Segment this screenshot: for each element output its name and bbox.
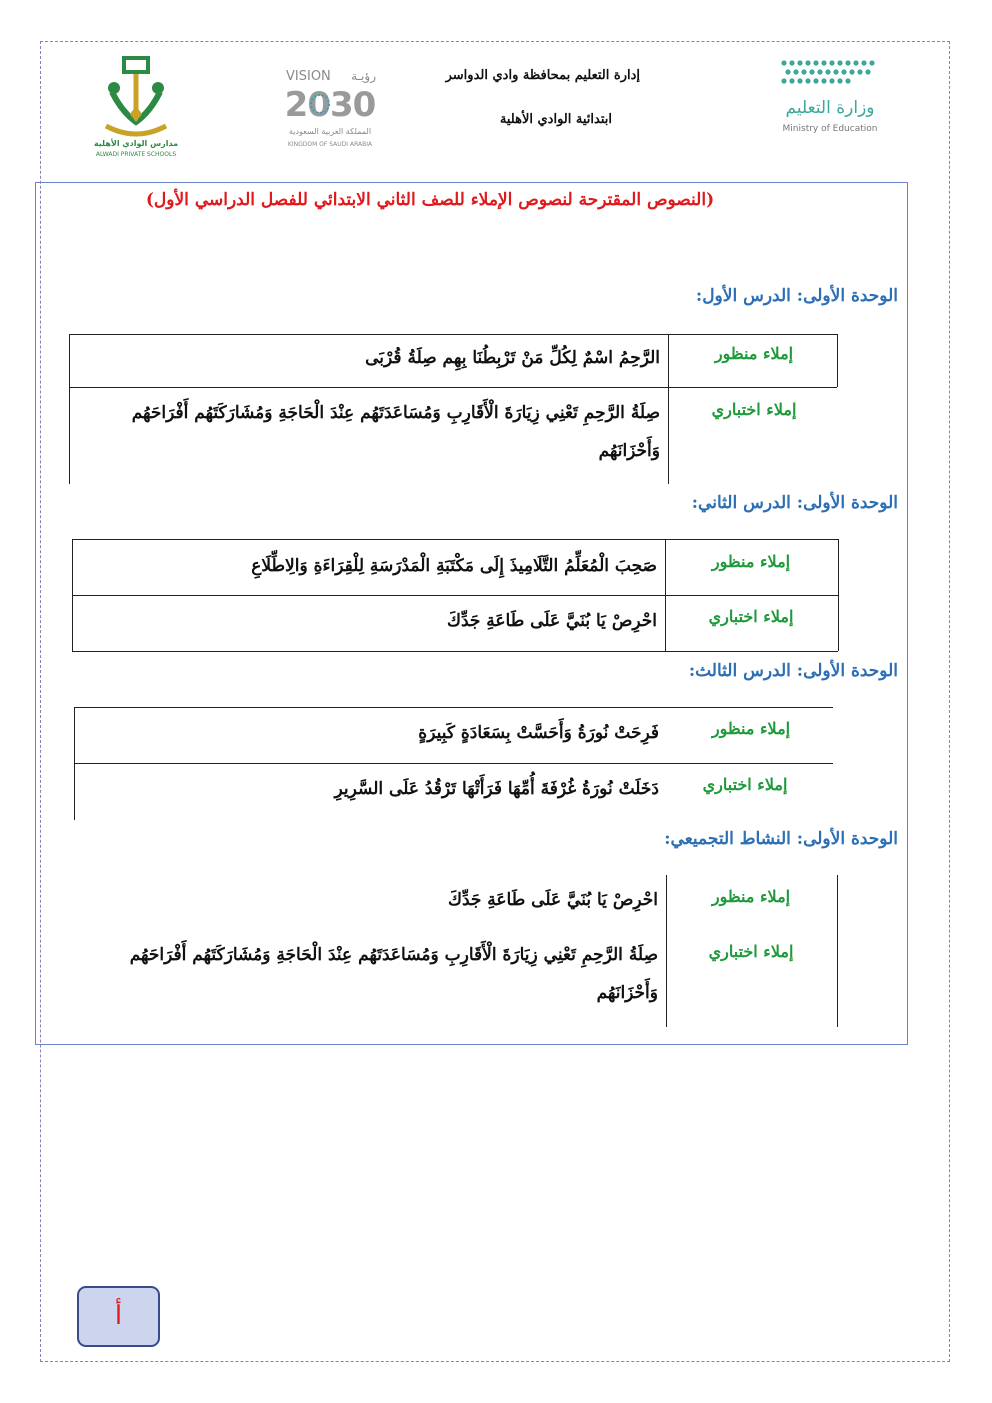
svg-text:وزارة التعليم: وزارة التعليم bbox=[785, 98, 875, 118]
row-label: إملاء منظور bbox=[711, 552, 791, 571]
ministry-logo bbox=[722, 55, 887, 140]
dictation-text: دَخَلَتْ نُورَةُ غُرْفَةَ أُمِّهَا فَرَأَتْهَا تَرْقُدُ عَلَى السَّرِيرِ bbox=[334, 779, 659, 799]
dictation-text: صِلَةُ الرَّحِمِ تَعْنِي زِيَارَةَ الْأَقَارِبِ وَمُسَاعَدَتَهُم عِنْدَ الْحَاجَةِ وَمُشَارَكَتَهُم أَفْرَاحَهُم وَأَحْزَانَهُم bbox=[129, 945, 658, 1003]
row-label: إملاء اختباري bbox=[708, 607, 794, 626]
svg-text:رؤيـة: رؤيـة bbox=[351, 69, 376, 83]
school-name: ابتدائية الوادي الأهلية bbox=[499, 112, 612, 127]
row-label: إملاء منظور bbox=[711, 719, 791, 738]
dictation-text: صَحِبَ الْمُعَلِّمُ التَّلَامِيذَ إِلَى مَكْتَبَةِ الْمَدْرَسَةِ لِلْقِرَاءَةِ وَالِاطِّلَاعِ bbox=[251, 556, 657, 576]
svg-text:Ministry of Education: Ministry of Education bbox=[782, 124, 878, 134]
dictation-text: احْرِصْ يَا بُنَيَّ عَلَى طَاعَةِ جَدِّكَ bbox=[447, 890, 658, 910]
section-heading-lesson-3: الوحدة الأولى: الدرس الثالث: bbox=[688, 661, 898, 681]
page-number-badge: أ bbox=[77, 1286, 160, 1347]
row-label: إملاء اختباري bbox=[702, 775, 788, 794]
dictation-text: فَرِحَتْ نُورَةُ وَأَحَسَّتْ بِسَعَادَةٍ كَبِيرَةٍ bbox=[418, 723, 659, 743]
section-heading-lesson-2: الوحدة الأولى: الدرس الثاني: bbox=[691, 493, 898, 513]
vision-2030-logo bbox=[278, 62, 382, 154]
svg-text:2030: 2030 bbox=[284, 85, 376, 125]
section-heading-activity: الوحدة الأولى: النشاط التجميعي: bbox=[664, 829, 898, 849]
row-label: إملاء منظور bbox=[711, 887, 791, 906]
section-heading-lesson-1: الوحدة الأولى: الدرس الأول: bbox=[695, 286, 898, 306]
dictation-text: صِلَةُ الرَّحِمِ تَعْنِي زِيَارَةَ الْأَقَارِبِ وَمُسَاعَدَتَهُم عِنْدَ الْحَاجَةِ وَمُشَارَكَتَهُم أَفْرَاحَهُم وَأَحْزَانَهُم bbox=[131, 403, 660, 461]
dictation-text: احْرِصْ يَا بُنَيَّ عَلَى طَاعَةِ جَدِّكَ bbox=[446, 611, 657, 631]
school-logo bbox=[82, 52, 190, 162]
document-title: (النصوص المقترحة لنصوص الإملاء للصف الثاني الابتدائي للفصل الدراسي الأول) bbox=[145, 190, 715, 210]
dictation-text: الرَّحِمُ اسْمٌ لِكُلِّ مَنْ تَرْبِطُنَا بِهِم صِلَةُ قُرْبَى bbox=[365, 348, 660, 368]
svg-text:المملكة العربية السعودية: المملكة العربية السعودية bbox=[288, 127, 372, 136]
svg-text:مدارس الوادي الأهلية: مدارس الوادي الأهلية bbox=[93, 139, 179, 148]
row-label: إملاء اختباري bbox=[708, 942, 794, 961]
svg-text:ALWADI PRIVATE SCHOOLS: ALWADI PRIVATE SCHOOLS bbox=[95, 151, 177, 158]
row-label: إملاء منظور bbox=[714, 344, 794, 363]
svg-text:KINGDOM OF SAUDI ARABIA: KINGDOM OF SAUDI ARABIA bbox=[287, 141, 373, 148]
directorate-name: إدارة التعليم بمحافظة وادي الدواسر bbox=[445, 68, 640, 83]
svg-text:VISION: VISION bbox=[286, 69, 331, 84]
row-label: إملاء اختباري bbox=[711, 400, 797, 419]
